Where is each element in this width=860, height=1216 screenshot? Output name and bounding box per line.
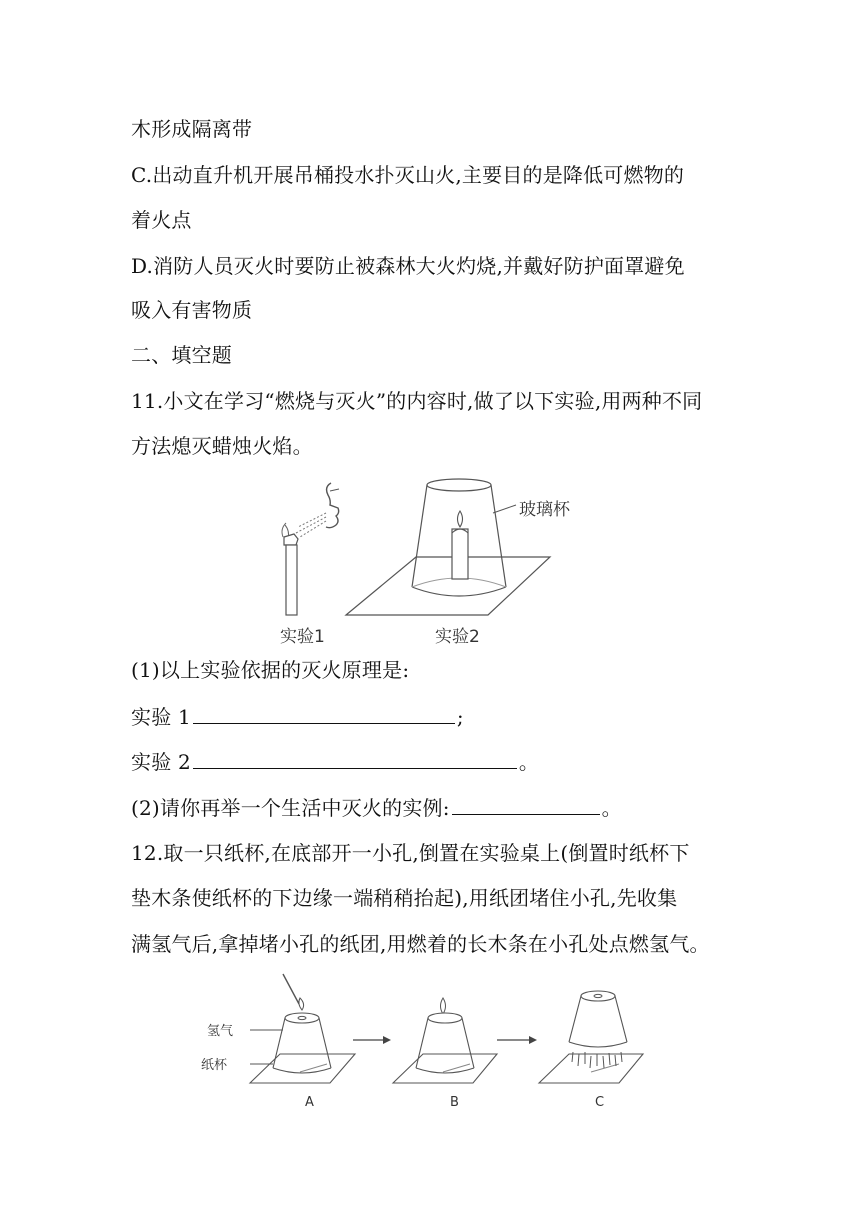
panel-c-label: C [595, 1095, 605, 1110]
q12-line-1: 12.取一只纸杯,在底部开一小孔,倒置在实验桌上(倒置时纸杯下 [131, 841, 690, 865]
q12-line-2: 垫木条使纸杯的下边缘一端稍稍抬起),用纸团堵住小孔,先收集 [131, 886, 678, 910]
experiment-2-label: 实验2 [435, 627, 480, 647]
panel-a-label: A [305, 1095, 314, 1110]
option-d-line-2: 吸入有害物质 [131, 298, 253, 322]
experiment-1-answer-line [131, 703, 464, 730]
experiment-1-label: 实验1 [280, 627, 325, 647]
option-d-line-1: D.消防人员灭火时要防止被森林大火灼烧,并戴好防护面罩避免 [131, 254, 685, 278]
line-1: 木形成隔离带 [131, 117, 253, 141]
option-c-line-2: 着火点 [131, 208, 192, 232]
q11-line-2: 方法熄灭蜡烛火焰。 [131, 434, 313, 458]
paper-cup-label: 纸杯 [201, 1058, 228, 1073]
experiment-2-prefix: 实验 2 [131, 750, 191, 774]
experiment-2-answer-line [131, 748, 539, 775]
q11-part-2-prefix: (2)请你再举一个生活中灭火的实例: [131, 796, 450, 820]
q11-part-2-end: 。 [601, 796, 622, 820]
q11-line-1: 11.小文在学习“燃烧与灭火”的内容时,做了以下实验,用两种不同 [131, 389, 703, 413]
experiment-2-blank[interactable] [193, 748, 517, 769]
panel-b-label: B [450, 1095, 459, 1110]
q11-part-1: (1)以上实验依据的灭火原理是: [131, 658, 410, 682]
q11-part-2 [131, 794, 622, 821]
option-c-line-1: C.出动直升机开展吊桶投水扑灭山火,主要目的是降低可燃物的 [131, 163, 685, 187]
experiment-1-blank[interactable] [193, 703, 455, 724]
experiment-2-end: 。 [518, 750, 540, 774]
experiment-1-end: ; [456, 705, 464, 729]
q11-part-2-blank[interactable] [452, 794, 600, 815]
q12-line-3: 满氢气后,拿掉堵小孔的纸团,用燃着的长木条在小孔处点燃氢气。 [131, 932, 710, 956]
glass-cup-label: 玻璃杯 [519, 500, 570, 520]
hydrogen-label: 氢气 [207, 1024, 234, 1039]
experiment-1-prefix: 实验 1 [131, 705, 191, 729]
section-heading: 二、填空题 [131, 343, 232, 367]
hydrogen-cup-figure [195, 968, 675, 1118]
